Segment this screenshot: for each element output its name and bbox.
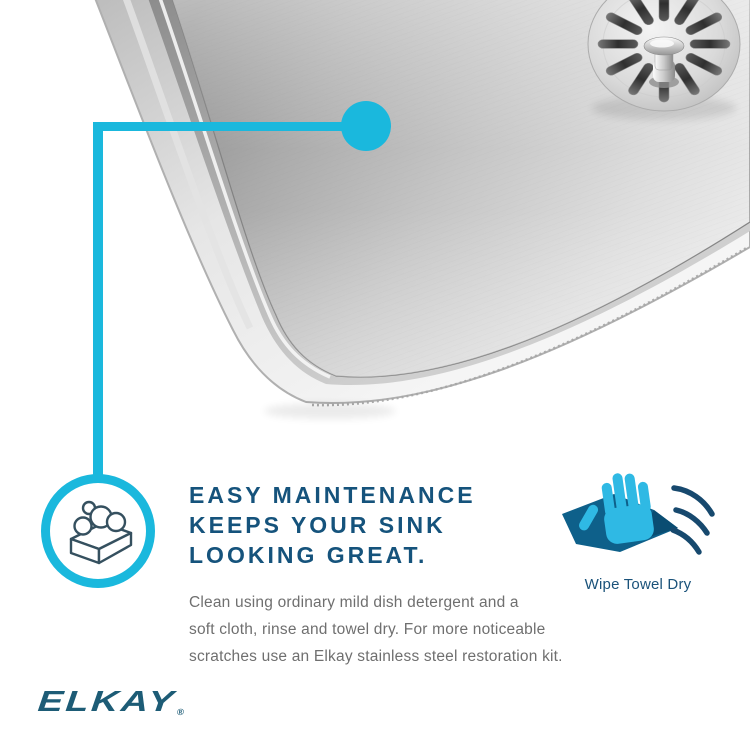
callout-horizontal-line [93, 122, 347, 131]
wipe-towel-dry-svg [558, 472, 718, 572]
registered-mark: ® [176, 707, 185, 717]
corner-shadow [264, 403, 396, 419]
body-copy [189, 589, 563, 670]
callout-vertical-line [93, 122, 103, 476]
headline-line-1: EASY MAINTENANCE [189, 482, 476, 508]
elkay-logo [36, 688, 187, 723]
body-line-2: soft cloth, rinse and towel dry. For more noticeable [189, 621, 546, 638]
wipe-towel-dry-label: Wipe Towel Dry [584, 576, 692, 593]
motion-lines [673, 488, 712, 552]
headline-line-3: LOOKING GREAT. [189, 542, 428, 568]
body-line-3: scratches use an Elkay stainless steel restoration kit. [189, 648, 563, 665]
feature-badge [41, 474, 155, 588]
headline-line-2: KEEPS YOUR SINK [189, 512, 446, 538]
sink-drain-strainer-icon [588, 0, 740, 120]
logo-wordmark: ELKAY [36, 686, 178, 718]
body-line-1: Clean using ordinary mild dish detergent and a [189, 594, 519, 611]
headline [189, 480, 476, 570]
soap-bar-icon [58, 495, 138, 567]
callout-dot-icon [341, 101, 391, 151]
wipe-towel-dry-icon [558, 472, 718, 572]
